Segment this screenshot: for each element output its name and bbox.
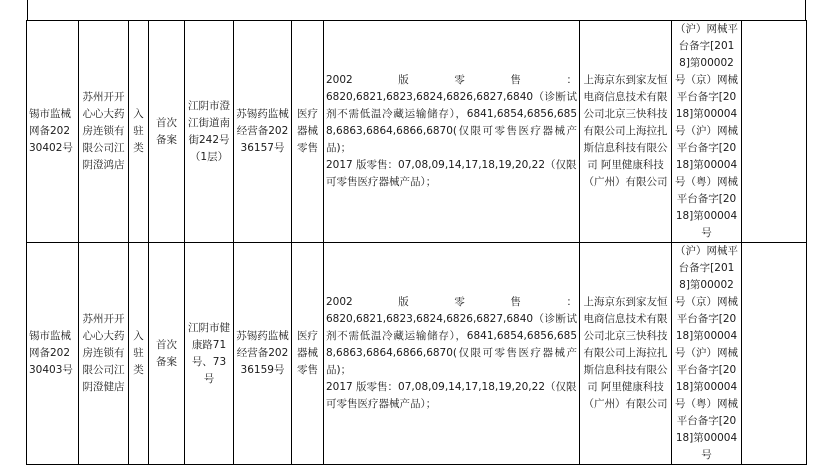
table-row (27, 243, 807, 465)
scope-heading-part: ： (566, 296, 577, 308)
filing-table (26, 20, 807, 465)
company-name: 苏州开开心心大药房连锁有限公司江阴澄健店 (79, 243, 129, 465)
scope-2017-codes: 2017 版零售：07,08,09,14,17,18,19,20,22（仅限可零售医疗器械产品）； (326, 381, 577, 410)
remarks-cell (742, 243, 807, 465)
record-number: 锡市监械网备20230402号 (27, 21, 79, 243)
scope-heading (326, 72, 577, 89)
license-number: 苏锡药监械经营备20236159号 (234, 243, 292, 465)
scope-heading-part: 2002 (326, 74, 353, 86)
platform-registrations: （沪）网械平台备字[2018]第00002号（京）网械平台备字[2018]第00004号（沪）网械平台备字[2018]第00004号（粤）网械平台备字[2018]第00004号 (672, 243, 742, 465)
scope-2002-codes: 6820,6821,6823,6824,6826,6827,6840（诊断试剂不需低温冷藏运输储存），6841,6854,6856,6858,6863,6864,6866,6870(仅限可零售医疗器械产品)； (326, 91, 577, 154)
scope-heading-part: 零 (454, 296, 465, 308)
platform-registrations: （沪）网械平台备字[2018]第00002号（京）网械平台备字[2018]第00004号（沪）网械平台备字[2018]第00004号（粤）网械平台备字[2018]第00004号 (672, 21, 742, 243)
scope-heading-part: 零 (454, 74, 465, 86)
margin-tick-right (805, 0, 806, 20)
remarks-cell (742, 21, 807, 243)
business-address: 江阴市健康路71号、73号 (185, 243, 234, 465)
scope-2002-codes: 6820,6821,6823,6824,6826,6827,6840（诊断试剂不需低温冷藏运输储存），6841,6854,6856,6858,6863,6864,6866,6870(仅限可零售医疗器械产品)； (326, 313, 577, 376)
scope-heading-part: 2002 (326, 296, 353, 308)
scope-heading (326, 294, 577, 311)
business-category: 医疗器械零售 (292, 243, 324, 465)
scope-heading-part: 售 (510, 74, 521, 86)
entry-type: 入驻类 (129, 21, 149, 243)
business-scope (324, 243, 580, 465)
filing-kind: 首次备案 (149, 21, 185, 243)
platform-companies: 上海京东到家友恒电商信息技术有限公司北京三快科技有限公司上海拉扎斯信息科技有限公司 阿里健康科技（广州）有限公司 (580, 243, 672, 465)
scope-2017-codes: 2017 版零售：07,08,09,14,17,18,19,20,22（仅限可零售医疗器械产品）； (326, 159, 577, 188)
table-row (27, 21, 807, 243)
scope-heading-part: 版 (398, 296, 409, 308)
business-address: 江阴市澄江街道南街242号（1层） (185, 21, 234, 243)
company-name: 苏州开开心心大药房连锁有限公司江阴澄鸿店 (79, 21, 129, 243)
entry-type: 入驻类 (129, 243, 149, 465)
business-scope (324, 21, 580, 243)
filing-kind: 首次备案 (149, 243, 185, 465)
license-number: 苏锡药监械经营备20236157号 (234, 21, 292, 243)
page-top-rule (0, 0, 825, 20)
platform-companies: 上海京东到家友恒电商信息技术有限公司北京三快科技有限公司上海拉扎斯信息科技有限公司 阿里健康科技（广州）有限公司 (580, 21, 672, 243)
scope-heading-part: 版 (398, 74, 409, 86)
scope-heading-part: 售 (510, 296, 521, 308)
record-number: 锡市监械网备20230403号 (27, 243, 79, 465)
business-category: 医疗器械零售 (292, 21, 324, 243)
scope-heading-part: ： (566, 74, 577, 86)
margin-tick-left (27, 0, 28, 20)
